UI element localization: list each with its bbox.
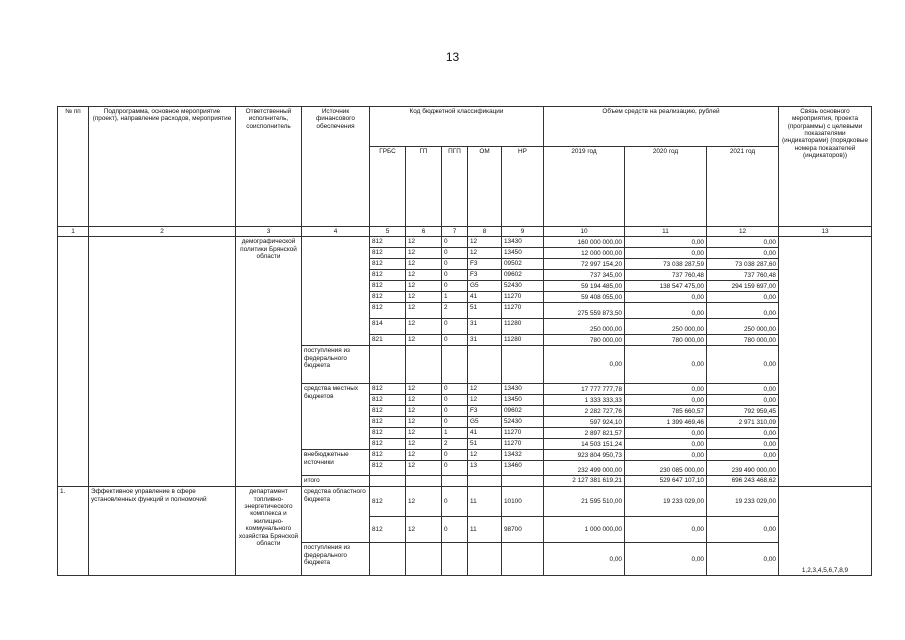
table-row — [58, 487, 872, 517]
code-cell: 52430 — [502, 417, 544, 428]
code-cell: 0 — [442, 450, 468, 461]
code-cell: 11 — [468, 517, 502, 543]
code-cell: 812 — [370, 439, 406, 450]
code-cell: 0 — [442, 259, 468, 270]
code-cell: 12 — [406, 461, 442, 476]
source-cell: поступления из федерального бюджета — [302, 346, 370, 384]
code-cell: 12 — [468, 384, 502, 395]
code-cell: 12 — [406, 237, 442, 248]
code-cell — [370, 346, 406, 384]
column-number: 4 — [302, 227, 370, 237]
code-cell: 12 — [406, 292, 442, 303]
amount-cell: 12 000 000,00 — [544, 248, 625, 259]
code-cell: 12 — [406, 417, 442, 428]
code-cell: 812 — [370, 270, 406, 281]
code-cell — [406, 543, 442, 576]
source-cell: внебюджетные источники — [302, 450, 370, 476]
source-cell: поступления из федерального бюджета — [302, 543, 370, 576]
code-cell: 0 — [442, 417, 468, 428]
code-cell — [442, 543, 468, 576]
code-cell: 12 — [406, 487, 442, 517]
amount-cell: 0,00 — [625, 237, 707, 248]
code-cell: 0 — [442, 517, 468, 543]
code-cell: 12 — [406, 319, 442, 335]
code-cell: 812 — [370, 517, 406, 543]
total-amount-cell: 2 127 381 619,21 — [544, 476, 625, 487]
source-cell: средства областного бюджета — [302, 487, 370, 543]
amount-cell: 0,00 — [625, 346, 707, 384]
code-cell: 31 — [468, 319, 502, 335]
code-cell: 0 — [442, 406, 468, 417]
amount-cell: 73 038 287,60 — [707, 259, 779, 270]
amount-cell: 59 408 055,00 — [544, 292, 625, 303]
code-cell: 13430 — [502, 237, 544, 248]
code-cell: 12 — [406, 395, 442, 406]
amount-cell: 0,00 — [625, 384, 707, 395]
column-number: 1 — [58, 227, 89, 237]
amount-cell: 275 559 873,50 — [544, 303, 625, 319]
amount-cell: 0,00 — [625, 303, 707, 319]
code-cell: 52430 — [502, 281, 544, 292]
code-cell: 2 — [442, 439, 468, 450]
code-cell: 12 — [406, 281, 442, 292]
code-cell: F3 — [468, 270, 502, 281]
code-cell: 11280 — [502, 319, 544, 335]
amount-cell: 17 777 777,78 — [544, 384, 625, 395]
code-cell — [442, 476, 468, 487]
code-cell: 12 — [406, 248, 442, 259]
header-pgp: ПГП — [442, 147, 468, 227]
column-number: 11 — [625, 227, 707, 237]
amount-cell: 1 333 333,33 — [544, 395, 625, 406]
code-cell: 12 — [406, 517, 442, 543]
code-cell: F3 — [468, 259, 502, 270]
code-cell: 11270 — [502, 292, 544, 303]
code-cell: 11 — [468, 487, 502, 517]
amount-cell: 160 000 000,00 — [544, 237, 625, 248]
code-cell: 10100 — [502, 487, 544, 517]
code-cell: 12 — [468, 248, 502, 259]
amount-cell: 2 897 821,57 — [544, 428, 625, 439]
amount-cell: 0,00 — [625, 543, 707, 576]
column-number: 5 — [370, 227, 406, 237]
code-cell: 51 — [468, 439, 502, 450]
code-cell: 812 — [370, 417, 406, 428]
code-cell: 11270 — [502, 439, 544, 450]
code-cell — [406, 346, 442, 384]
column-number: 6 — [406, 227, 442, 237]
amount-cell: 1 399 469,46 — [625, 417, 707, 428]
column-number: 2 — [89, 227, 236, 237]
amount-cell: 72 997 154,20 — [544, 259, 625, 270]
header-budget-code: Код бюджетной классификации — [370, 107, 544, 147]
amount-cell: 232 499 000,00 — [544, 461, 625, 476]
amount-cell: 250 000,00 — [544, 319, 625, 335]
code-cell — [502, 346, 544, 384]
code-cell: 09502 — [502, 259, 544, 270]
code-cell — [502, 476, 544, 487]
budget-table — [57, 106, 872, 576]
code-cell: 1 — [442, 428, 468, 439]
amount-cell: 0,00 — [707, 439, 779, 450]
code-cell: G5 — [468, 281, 502, 292]
code-cell: 821 — [370, 335, 406, 346]
amount-cell: 0,00 — [625, 439, 707, 450]
code-cell: 13460 — [502, 461, 544, 476]
column-number: 10 — [544, 227, 625, 237]
amount-cell: 780 000,00 — [625, 335, 707, 346]
link-cell — [779, 237, 872, 487]
amount-cell: 0,00 — [544, 346, 625, 384]
header-num: № пп — [58, 107, 89, 227]
amount-cell: 250 000,00 — [707, 319, 779, 335]
code-cell: 12 — [406, 406, 442, 417]
code-cell: 0 — [442, 335, 468, 346]
code-cell: 41 — [468, 292, 502, 303]
code-cell: 2 — [442, 303, 468, 319]
code-cell: 11280 — [502, 335, 544, 346]
amount-cell: 230 085 000,00 — [625, 461, 707, 476]
code-cell: 812 — [370, 292, 406, 303]
code-cell: 812 — [370, 406, 406, 417]
code-cell: 0 — [442, 237, 468, 248]
code-cell: 0 — [442, 281, 468, 292]
code-cell — [442, 346, 468, 384]
column-number: 9 — [502, 227, 544, 237]
amount-cell: 294 159 697,00 — [707, 281, 779, 292]
amount-cell: 138 547 475,00 — [625, 281, 707, 292]
amount-cell: 0,00 — [625, 292, 707, 303]
amount-cell: 597 924,10 — [544, 417, 625, 428]
code-cell: 12 — [406, 450, 442, 461]
code-cell: 11270 — [502, 428, 544, 439]
amount-cell: 0,00 — [544, 543, 625, 576]
code-cell: 11270 — [502, 303, 544, 319]
amount-cell: 0,00 — [707, 395, 779, 406]
code-cell: 812 — [370, 487, 406, 517]
code-cell: 0 — [442, 384, 468, 395]
code-cell: 812 — [370, 384, 406, 395]
amount-cell: 2 282 727,76 — [544, 406, 625, 417]
amount-cell: 239 490 000,00 — [707, 461, 779, 476]
code-cell: 12 — [406, 439, 442, 450]
amount-cell: 14 503 151,24 — [544, 439, 625, 450]
code-cell: 0 — [442, 270, 468, 281]
source-cell: итого — [302, 476, 370, 487]
header-subprogram: Подпрограмма, основное мероприятие (проект), направление расходов, мероприятие — [89, 107, 236, 227]
source-cell — [302, 237, 370, 346]
column-number: 12 — [707, 227, 779, 237]
amount-cell: 0,00 — [707, 543, 779, 576]
code-cell: 0 — [442, 248, 468, 259]
header-2021: 2021 год — [707, 147, 779, 227]
amount-cell: 0,00 — [707, 428, 779, 439]
amount-cell: 0,00 — [707, 450, 779, 461]
amount-cell: 250 000,00 — [625, 319, 707, 335]
code-cell: 812 — [370, 303, 406, 319]
code-cell — [468, 346, 502, 384]
code-cell: 812 — [370, 281, 406, 292]
code-cell: 51 — [468, 303, 502, 319]
code-cell: 31 — [468, 335, 502, 346]
responsible-cell: демографической политики Брянской области — [236, 237, 302, 487]
subprogram-cell: Эффективное управление в сфере установленных функций и полномочий — [89, 487, 236, 576]
amount-cell: 737 760,48 — [625, 270, 707, 281]
table-row — [58, 237, 872, 248]
code-cell — [468, 543, 502, 576]
code-cell — [468, 476, 502, 487]
code-cell: 0 — [442, 487, 468, 517]
code-cell — [502, 543, 544, 576]
amount-cell: 0,00 — [707, 237, 779, 248]
column-number: 13 — [779, 227, 872, 237]
code-cell: 12 — [406, 270, 442, 281]
total-amount-cell: 529 647 107,10 — [625, 476, 707, 487]
header-gp: ГП — [406, 147, 442, 227]
code-cell: 0 — [442, 395, 468, 406]
code-cell: 13430 — [502, 384, 544, 395]
header-grbs: ГРБС — [370, 147, 406, 227]
link-cell: 1,2,3,4,5,6,7,8,9 — [779, 487, 872, 576]
amount-cell: 73 038 287,59 — [625, 259, 707, 270]
amount-cell: 737 345,00 — [544, 270, 625, 281]
code-cell: 812 — [370, 461, 406, 476]
code-cell: 12 — [406, 259, 442, 270]
code-cell: 0 — [442, 319, 468, 335]
code-cell: 814 — [370, 319, 406, 335]
page-number: 13 — [445, 50, 460, 64]
code-cell: 13432 — [502, 450, 544, 461]
code-cell — [370, 476, 406, 487]
amount-cell: 785 660,57 — [625, 406, 707, 417]
amount-cell: 0,00 — [625, 395, 707, 406]
code-cell: 41 — [468, 428, 502, 439]
source-cell: средства местных бюджетов — [302, 384, 370, 450]
code-cell: 12 — [406, 428, 442, 439]
header-responsible: Ответственный исполнитель, соисполнитель — [236, 107, 302, 227]
amount-cell: 21 595 510,00 — [544, 487, 625, 517]
subprogram-cell — [89, 237, 236, 487]
amount-cell: 0,00 — [707, 517, 779, 543]
amount-cell: 2 971 310,09 — [707, 417, 779, 428]
code-cell: 812 — [370, 237, 406, 248]
amount-cell: 0,00 — [707, 292, 779, 303]
code-cell: 12 — [406, 335, 442, 346]
amount-cell: 0,00 — [625, 517, 707, 543]
code-cell: G5 — [468, 417, 502, 428]
amount-cell: 59 194 485,00 — [544, 281, 625, 292]
code-cell: 13450 — [502, 248, 544, 259]
header-2020: 2020 год — [625, 147, 707, 227]
code-cell — [370, 543, 406, 576]
amount-cell: 0,00 — [625, 450, 707, 461]
code-cell: 0 — [442, 461, 468, 476]
amount-cell: 0,00 — [707, 303, 779, 319]
amount-cell: 0,00 — [707, 346, 779, 384]
code-cell: 1 — [442, 292, 468, 303]
code-cell: F3 — [468, 406, 502, 417]
header-volume: Объем средств на реализацию, рублей — [544, 107, 779, 147]
header-link: Связь основного мероприятия, проекта (программы) с целевыми показателями (индикаторами) (порядковые номера показателей (индикаторов)) — [779, 107, 872, 227]
code-cell: 812 — [370, 428, 406, 439]
code-cell: 12 — [406, 303, 442, 319]
amount-cell: 923 804 950,73 — [544, 450, 625, 461]
responsible-cell: департамент топливно-энергетического комплекса и жилищно-коммунального хозяйства Брянской области — [236, 487, 302, 576]
code-cell: 13 — [468, 461, 502, 476]
code-cell: 12 — [468, 237, 502, 248]
amount-cell: 19 233 029,00 — [625, 487, 707, 517]
header-sources: Источник финансового обеспечения — [302, 107, 370, 227]
code-cell: 98700 — [502, 517, 544, 543]
code-cell: 12 — [468, 450, 502, 461]
code-cell: 13450 — [502, 395, 544, 406]
num-cell — [58, 237, 89, 487]
amount-cell: 1 000 000,00 — [544, 517, 625, 543]
amount-cell: 0,00 — [707, 384, 779, 395]
amount-cell: 737 760,48 — [707, 270, 779, 281]
total-amount-cell: 696 243 468,62 — [707, 476, 779, 487]
code-cell: 812 — [370, 248, 406, 259]
code-cell: 09602 — [502, 406, 544, 417]
header-om: ОМ — [468, 147, 502, 227]
code-cell: 09602 — [502, 270, 544, 281]
amount-cell: 780 000,00 — [544, 335, 625, 346]
code-cell: 12 — [406, 384, 442, 395]
code-cell: 12 — [468, 395, 502, 406]
code-cell: 812 — [370, 259, 406, 270]
amount-cell: 0,00 — [707, 248, 779, 259]
header-nr: НР — [502, 147, 544, 227]
amount-cell: 792 959,45 — [707, 406, 779, 417]
amount-cell: 0,00 — [625, 248, 707, 259]
code-cell: 812 — [370, 395, 406, 406]
code-cell: 812 — [370, 450, 406, 461]
column-number: 8 — [468, 227, 502, 237]
column-number: 3 — [236, 227, 302, 237]
column-number: 7 — [442, 227, 468, 237]
amount-cell: 780 000,00 — [707, 335, 779, 346]
code-cell — [406, 476, 442, 487]
header-2019: 2019 год — [544, 147, 625, 227]
amount-cell: 19 233 029,00 — [707, 487, 779, 517]
amount-cell: 0,00 — [625, 428, 707, 439]
num-cell: 1. — [58, 487, 89, 576]
column-number-row — [58, 227, 872, 237]
